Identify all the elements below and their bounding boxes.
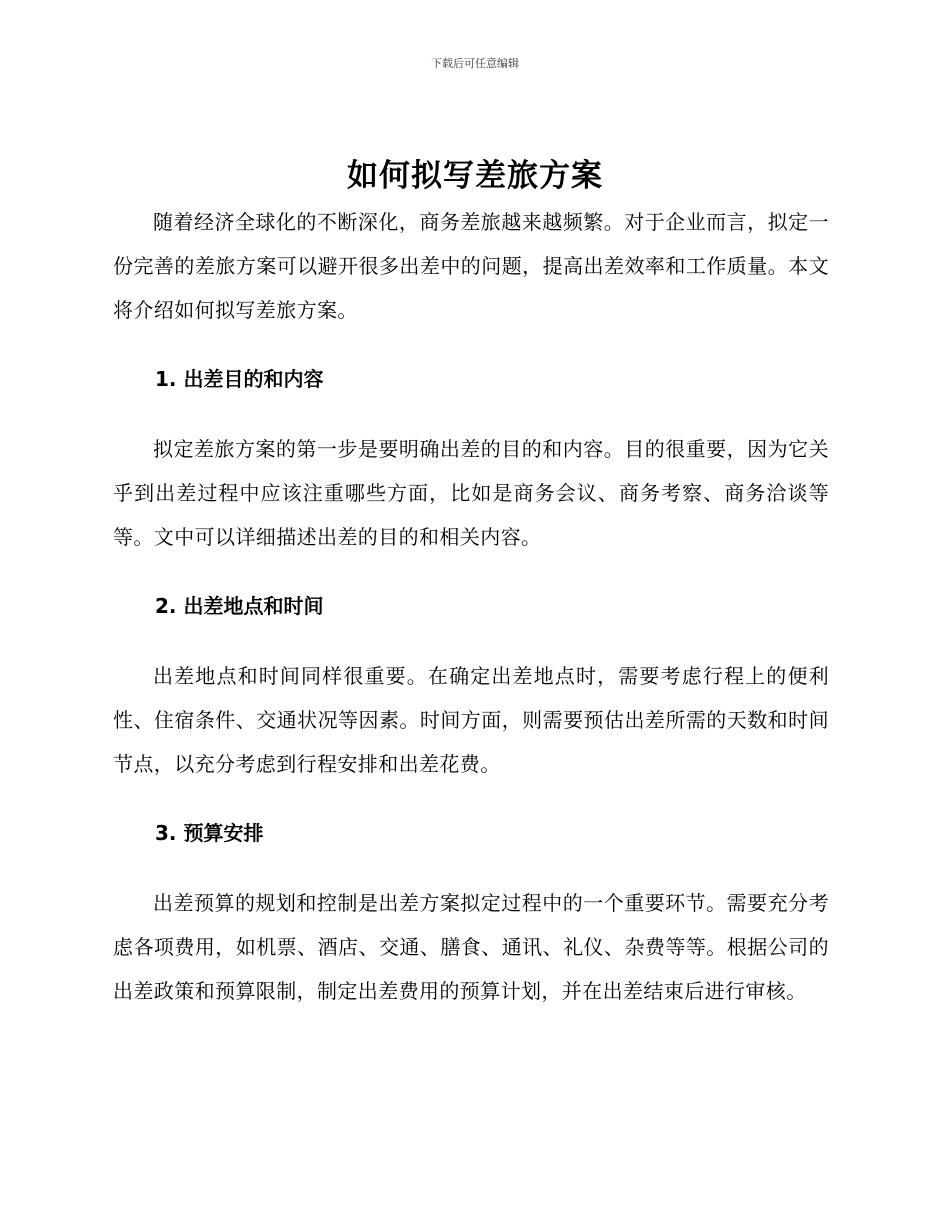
intro-paragraph: 随着经济全球化的不断深化，商务差旅越来越频繁。对于企业而言，拟定一份完善的差旅方案可以避开很多出差中的问题，提高出差效率和工作质量。本文将介绍如何拟写差旅方案。 [113,210,829,322]
section-body-budget: 出差预算的规划和控制是出差方案拟定过程中的一个重要环节。需要充分考虑各项费用，如机票、酒店、交通、膳食、通讯、礼仪、杂费等等。根据公司的出差政策和预算限制，制定出差费用的预算计划，并在出差结束后进行审核。 [113,891,829,1003]
section-heading-budget: 3. 预算安排 [155,821,264,845]
section-heading-purpose: 1. 出差目的和内容 [155,367,324,391]
document-body [113,200,829,1013]
page-header-note: 下载后可任意编辑 [431,57,519,70]
section-body-purpose: 拟定差旅方案的第一步是要明确出差的目的和内容。目的很重要，因为它关乎到出差过程中应该注重哪些方面，比如是商务会议、商务考察、商务洽谈等等。文中可以详细描述出差的目的和相关内容。 [113,437,829,549]
section-body-location-time: 出差地点和时间同样很重要。在确定出差地点时，需要考虑行程上的便利性、住宿条件、交通状况等因素。时间方面，则需要预估出差所需的天数和时间节点，以充分考虑到行程安排和出差花费。 [113,664,829,776]
section-heading-location-time: 2. 出差地点和时间 [155,594,324,618]
document-title: 如何拟写差旅方案 [347,158,603,194]
